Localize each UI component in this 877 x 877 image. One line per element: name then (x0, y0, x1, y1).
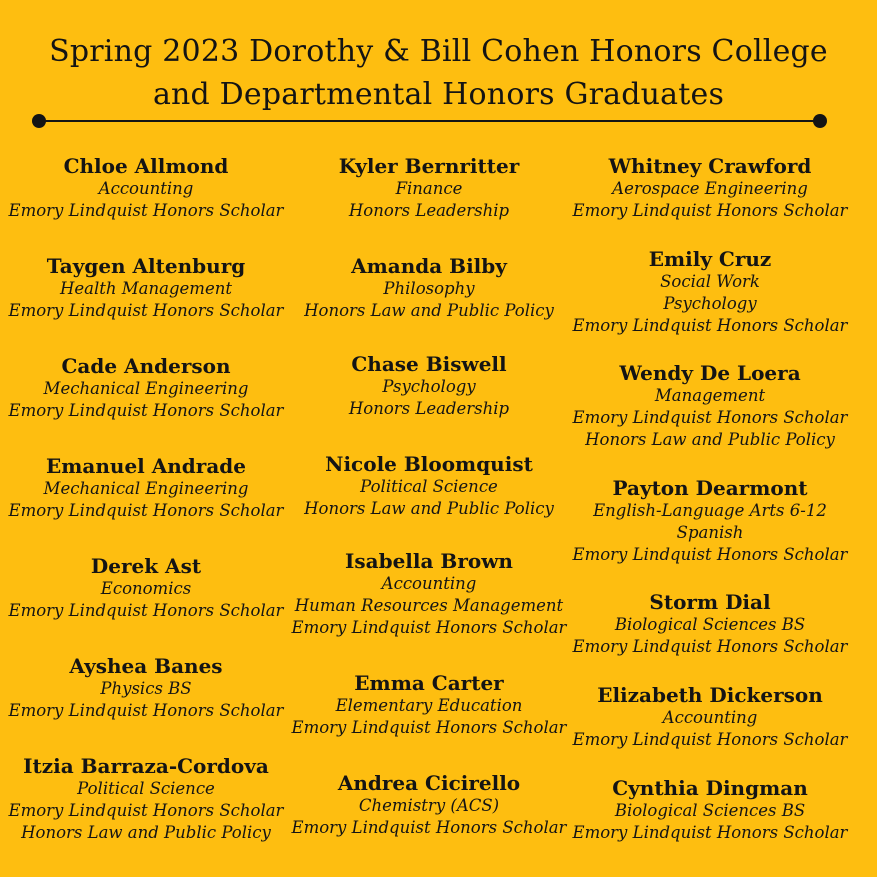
graduate-detail: Mechanical Engineering (43, 379, 249, 398)
graduate-entry (0, 254, 296, 322)
graduate-detail: Emory Lindquist Honors Scholar (8, 701, 284, 720)
graduate-detail: Biological Sciences BS (614, 615, 806, 634)
graduate-detail: Emory Lindquist Honors Scholar (8, 201, 284, 220)
graduate-entry (279, 671, 579, 739)
graduate-detail: Finance (395, 179, 463, 198)
graduate-detail: Emory Lindquist Honors Scholar (8, 301, 284, 320)
graduate-detail: Management (654, 386, 766, 405)
title-line-1: Spring 2023 Dorothy & Bill Cohen Honors College (49, 34, 828, 69)
graduate-detail: Chemistry (ACS) (358, 796, 500, 815)
divider-line (38, 120, 820, 122)
graduate-detail: Emory Lindquist Honors Scholar (572, 637, 848, 656)
graduate-entry (560, 361, 860, 451)
graduate-detail: Emory Lindquist Honors Scholar (291, 718, 567, 737)
graduate-detail: Aerospace Engineering (612, 179, 808, 198)
graduate-name: Elizabeth Dickerson (597, 683, 823, 707)
graduate-detail: Emory Lindquist Honors Scholar (291, 618, 567, 637)
graduate-detail: Physics BS (100, 679, 192, 698)
graduate-entry (0, 654, 296, 722)
graduate-detail: Honors Law and Public Policy (585, 430, 835, 449)
graduate-entry (279, 549, 579, 639)
graduate-detail: Emory Lindquist Honors Scholar (572, 730, 848, 749)
graduate-detail: Emory Lindquist Honors Scholar (8, 601, 284, 620)
graduate-entry (0, 454, 296, 522)
graduate-entry (560, 776, 860, 844)
graduate-name: Chase Biswell (351, 352, 507, 376)
graduate-name: Cade Anderson (61, 354, 231, 378)
graduate-name: Whitney Crawford (608, 154, 812, 178)
graduate-name: Isabella Brown (345, 549, 513, 573)
graduate-detail: Honors Leadership (348, 201, 510, 220)
graduate-detail: Economics (100, 579, 192, 598)
graduate-entry (279, 352, 579, 420)
graduate-entry (279, 254, 579, 322)
graduate-entry (279, 154, 579, 222)
graduate-name: Emily Cruz (648, 247, 772, 271)
graduate-detail: Honors Law and Public Policy (304, 301, 554, 320)
graduate-detail: Health Management (60, 279, 232, 298)
graduate-name: Derek Ast (90, 554, 202, 578)
graduate-detail: Emory Lindquist Honors Scholar (8, 401, 284, 420)
graduate-detail: Accounting (381, 574, 477, 593)
graduate-entry (279, 452, 579, 520)
divider-dot-left (32, 114, 46, 128)
graduate-entry (0, 354, 296, 422)
graduate-entry (560, 590, 860, 658)
title-line-2: and Departmental Honors Graduates (152, 77, 725, 112)
graduate-detail: Emory Lindquist Honors Scholar (8, 501, 284, 520)
graduate-name: Cynthia Dingman (612, 776, 808, 800)
graduate-detail: Biological Sciences BS (614, 801, 806, 820)
graduate-detail: Emory Lindquist Honors Scholar (8, 801, 284, 820)
graduate-detail: Accounting (98, 179, 194, 198)
graduate-entry (560, 154, 860, 222)
graduate-entry (0, 754, 296, 844)
graduate-detail: Honors Leadership (348, 399, 510, 418)
graduate-detail: Elementary Education (335, 696, 523, 715)
graduate-name: Wendy De Loera (619, 361, 801, 385)
page-title (0, 30, 877, 116)
graduate-detail: Accounting (662, 708, 758, 727)
graduate-entry (0, 554, 296, 622)
graduate-name: Chloe Allmond (63, 154, 229, 178)
graduate-name: Ayshea Banes (69, 654, 223, 678)
graduate-detail: Spanish (676, 523, 744, 542)
graduate-detail: Emory Lindquist Honors Scholar (572, 408, 848, 427)
graduate-detail: Social Work (660, 272, 760, 291)
graduate-name: Andrea Cicirello (337, 771, 521, 795)
graduate-detail: Psychology (382, 377, 476, 396)
graduate-entry (560, 683, 860, 751)
graduate-name: Itzia Barraza-Cordova (23, 754, 269, 778)
graduate-entry (279, 771, 579, 839)
graduate-name: Amanda Bilby (351, 254, 507, 278)
graduate-detail: Honors Law and Public Policy (304, 499, 554, 518)
graduate-name: Kyler Bernritter (338, 154, 520, 178)
graduate-detail: Political Science (77, 779, 215, 798)
graduate-detail: Emory Lindquist Honors Scholar (572, 823, 848, 842)
graduate-detail: Philosophy (383, 279, 475, 298)
graduate-entry (560, 247, 860, 337)
graduate-detail: Emory Lindquist Honors Scholar (572, 201, 848, 220)
graduate-detail: Honors Law and Public Policy (21, 823, 271, 842)
graduate-name: Emanuel Andrade (46, 454, 246, 478)
graduate-detail: Emory Lindquist Honors Scholar (291, 818, 567, 837)
graduate-name: Storm Dial (649, 590, 771, 614)
graduate-entry (560, 476, 860, 566)
divider-dot-right (813, 114, 827, 128)
graduate-name: Emma Carter (354, 671, 504, 695)
graduate-detail: English-Language Arts 6-12 (593, 501, 827, 520)
graduate-name: Taygen Altenburg (46, 254, 246, 278)
graduate-name: Payton Dearmont (612, 476, 808, 500)
graduate-detail: Mechanical Engineering (43, 479, 249, 498)
graduate-detail: Political Science (360, 477, 498, 496)
graduate-detail: Psychology (663, 294, 757, 313)
graduate-detail: Human Resources Management (294, 596, 564, 615)
graduate-name: Nicole Bloomquist (325, 452, 533, 476)
graduate-detail: Emory Lindquist Honors Scholar (572, 545, 848, 564)
graduate-entry (0, 154, 296, 222)
graduate-detail: Emory Lindquist Honors Scholar (572, 316, 848, 335)
